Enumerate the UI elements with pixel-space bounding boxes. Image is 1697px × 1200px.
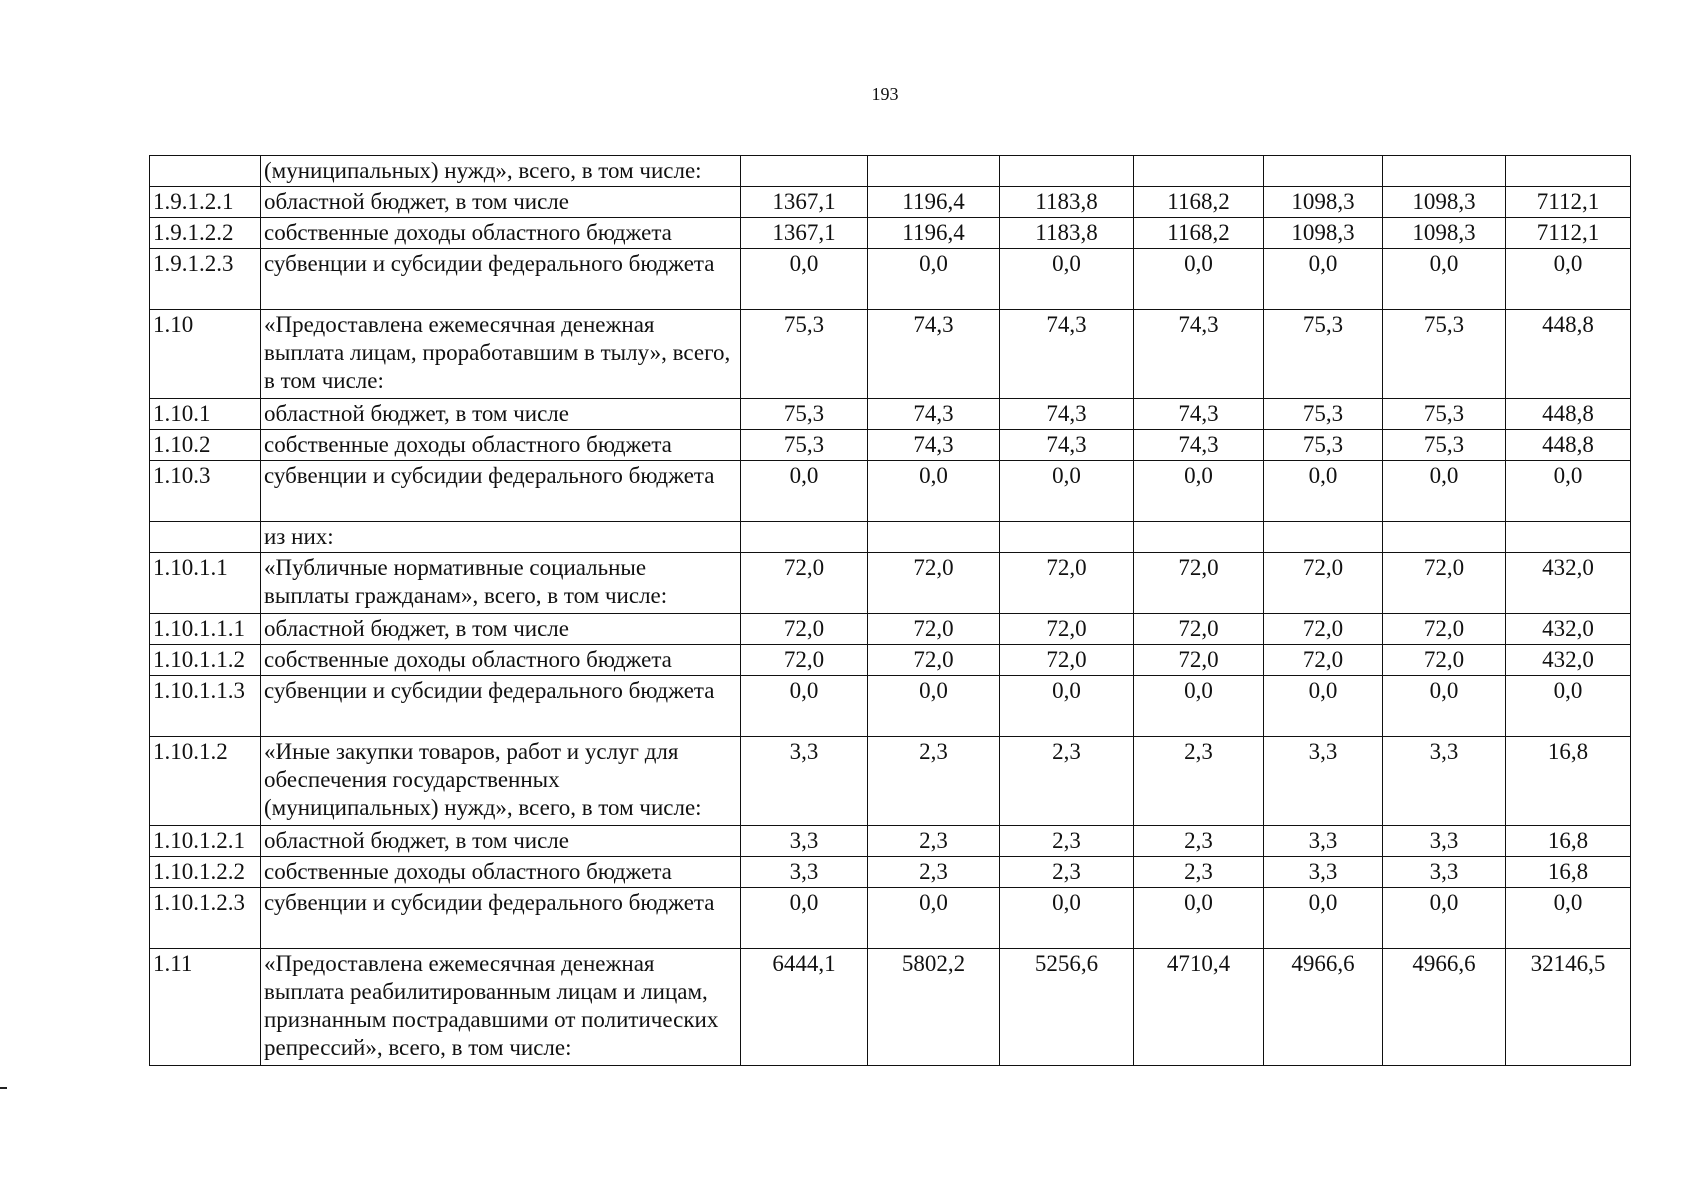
- edge-mark: [0, 1087, 7, 1089]
- value-cell: 2,3: [1000, 826, 1134, 857]
- table-row: [150, 156, 1631, 187]
- value-cell: 3,3: [741, 826, 868, 857]
- table-row: [150, 310, 1631, 399]
- value-cell: [1134, 522, 1264, 553]
- value-cell: 75,3: [741, 399, 868, 430]
- row-name: из них:: [261, 522, 741, 553]
- value-cell: 75,3: [1264, 310, 1383, 399]
- value-cell: 0,0: [741, 249, 868, 310]
- row-name: собственные доходы областного бюджета: [261, 857, 741, 888]
- value-cell: 448,8: [1506, 310, 1631, 399]
- value-cell: 432,0: [1506, 553, 1631, 614]
- value-cell: [1134, 156, 1264, 187]
- value-cell: 0,0: [1506, 249, 1631, 310]
- value-cell: 0,0: [1506, 888, 1631, 949]
- value-cell: 72,0: [1383, 553, 1506, 614]
- value-cell: 75,3: [1383, 430, 1506, 461]
- value-cell: 74,3: [1000, 430, 1134, 461]
- table-row: [150, 614, 1631, 645]
- value-cell: 2,3: [868, 737, 1000, 826]
- value-cell: 0,0: [741, 888, 868, 949]
- row-name: субвенции и субсидии федерального бюджета: [261, 676, 741, 737]
- value-cell: 74,3: [1134, 310, 1264, 399]
- row-code: 1.10.1.2.2: [150, 857, 261, 888]
- row-name: «Иные закупки товаров, работ и услуг для обеспечения государственных (муниципальных) нужд», всего, в том числе:: [261, 737, 741, 826]
- value-cell: 1098,3: [1383, 187, 1506, 218]
- value-cell: 4966,6: [1264, 949, 1383, 1066]
- value-cell: 72,0: [868, 553, 1000, 614]
- value-cell: 0,0: [1383, 888, 1506, 949]
- row-code: 1.10.2: [150, 430, 261, 461]
- value-cell: [1506, 522, 1631, 553]
- value-cell: 75,3: [1383, 310, 1506, 399]
- value-cell: 16,8: [1506, 737, 1631, 826]
- value-cell: 74,3: [1134, 399, 1264, 430]
- value-cell: 74,3: [1000, 399, 1134, 430]
- row-code: 1.10.1: [150, 399, 261, 430]
- table-row: [150, 676, 1631, 737]
- value-cell: 72,0: [1000, 645, 1134, 676]
- value-cell: 0,0: [1264, 461, 1383, 522]
- row-code: 1.9.1.2.3: [150, 249, 261, 310]
- value-cell: 72,0: [868, 614, 1000, 645]
- value-cell: 72,0: [1134, 645, 1264, 676]
- table-row: [150, 645, 1631, 676]
- value-cell: 3,3: [1264, 737, 1383, 826]
- row-name: собственные доходы областного бюджета: [261, 430, 741, 461]
- value-cell: 74,3: [868, 399, 1000, 430]
- table-row: [150, 737, 1631, 826]
- row-name: областной бюджет, в том числе: [261, 187, 741, 218]
- value-cell: 1196,4: [868, 187, 1000, 218]
- value-cell: 5802,2: [868, 949, 1000, 1066]
- value-cell: [1264, 156, 1383, 187]
- table-row: [150, 949, 1631, 1066]
- row-code: 1.10.1.1.3: [150, 676, 261, 737]
- value-cell: 5256,6: [1000, 949, 1134, 1066]
- row-name: «Предоставлена ежемесячная денежная выплата реабилитированным лицам и лицам, признанным пострадавшими от политических репрессий», всего, в том числе:: [261, 949, 741, 1066]
- table-row: [150, 249, 1631, 310]
- value-cell: 7112,1: [1506, 218, 1631, 249]
- value-cell: [741, 156, 868, 187]
- row-name: областной бюджет, в том числе: [261, 826, 741, 857]
- value-cell: 3,3: [1383, 857, 1506, 888]
- row-name: «Публичные нормативные социальные выплаты гражданам», всего, в том числе:: [261, 553, 741, 614]
- value-cell: 0,0: [1000, 888, 1134, 949]
- value-cell: 6444,1: [741, 949, 868, 1066]
- value-cell: 3,3: [1264, 826, 1383, 857]
- value-cell: 2,3: [1134, 737, 1264, 826]
- value-cell: 72,0: [1383, 614, 1506, 645]
- value-cell: 0,0: [1000, 249, 1134, 310]
- value-cell: 74,3: [1134, 430, 1264, 461]
- value-cell: 448,8: [1506, 430, 1631, 461]
- value-cell: [868, 156, 1000, 187]
- value-cell: 72,0: [868, 645, 1000, 676]
- row-code: 1.10.3: [150, 461, 261, 522]
- value-cell: 0,0: [1000, 676, 1134, 737]
- value-cell: [1383, 522, 1506, 553]
- value-cell: 0,0: [741, 461, 868, 522]
- value-cell: 72,0: [1000, 553, 1134, 614]
- value-cell: 74,3: [868, 430, 1000, 461]
- row-name: областной бюджет, в том числе: [261, 399, 741, 430]
- row-code: [150, 156, 261, 187]
- value-cell: 0,0: [1264, 676, 1383, 737]
- table-row: [150, 218, 1631, 249]
- value-cell: [1506, 156, 1631, 187]
- value-cell: 0,0: [1506, 676, 1631, 737]
- table-row: [150, 888, 1631, 949]
- row-code: 1.10.1.1.2: [150, 645, 261, 676]
- value-cell: 1367,1: [741, 187, 868, 218]
- value-cell: 2,3: [1134, 826, 1264, 857]
- value-cell: 75,3: [1264, 430, 1383, 461]
- table-row: [150, 553, 1631, 614]
- value-cell: 0,0: [868, 888, 1000, 949]
- value-cell: 1183,8: [1000, 218, 1134, 249]
- value-cell: 72,0: [741, 614, 868, 645]
- value-cell: [1383, 156, 1506, 187]
- table-body: [150, 156, 1631, 1066]
- value-cell: 72,0: [1264, 553, 1383, 614]
- table-row: [150, 430, 1631, 461]
- value-cell: 1098,3: [1383, 218, 1506, 249]
- table-row: [150, 461, 1631, 522]
- value-cell: 3,3: [741, 737, 868, 826]
- row-code: 1.11: [150, 949, 261, 1066]
- value-cell: 72,0: [741, 553, 868, 614]
- value-cell: 0,0: [1134, 461, 1264, 522]
- value-cell: 0,0: [1134, 888, 1264, 949]
- value-cell: 1168,2: [1134, 187, 1264, 218]
- value-cell: 2,3: [1000, 857, 1134, 888]
- row-code: 1.10.1.1: [150, 553, 261, 614]
- value-cell: 72,0: [741, 645, 868, 676]
- row-code: 1.10.1.1.1: [150, 614, 261, 645]
- value-cell: 2,3: [1000, 737, 1134, 826]
- value-cell: 0,0: [1134, 249, 1264, 310]
- value-cell: 0,0: [1264, 249, 1383, 310]
- row-name: (муниципальных) нужд», всего, в том числе:: [261, 156, 741, 187]
- value-cell: 75,3: [1383, 399, 1506, 430]
- table-row: [150, 187, 1631, 218]
- value-cell: 0,0: [1383, 461, 1506, 522]
- value-cell: 1367,1: [741, 218, 868, 249]
- value-cell: 0,0: [1000, 461, 1134, 522]
- row-code: 1.10.1.2.1: [150, 826, 261, 857]
- value-cell: 432,0: [1506, 645, 1631, 676]
- value-cell: [1000, 522, 1134, 553]
- value-cell: 0,0: [868, 249, 1000, 310]
- value-cell: 2,3: [1134, 857, 1264, 888]
- value-cell: 4710,4: [1134, 949, 1264, 1066]
- budget-table: [149, 155, 1631, 1066]
- value-cell: 432,0: [1506, 614, 1631, 645]
- value-cell: 0,0: [1506, 461, 1631, 522]
- value-cell: 3,3: [741, 857, 868, 888]
- row-name: субвенции и субсидии федерального бюджета: [261, 249, 741, 310]
- value-cell: 1098,3: [1264, 218, 1383, 249]
- value-cell: 75,3: [1264, 399, 1383, 430]
- table-row: [150, 857, 1631, 888]
- row-name: областной бюджет, в том числе: [261, 614, 741, 645]
- value-cell: 72,0: [1264, 645, 1383, 676]
- value-cell: 7112,1: [1506, 187, 1631, 218]
- value-cell: 1098,3: [1264, 187, 1383, 218]
- value-cell: [1264, 522, 1383, 553]
- row-name: собственные доходы областного бюджета: [261, 645, 741, 676]
- row-code: 1.10.1.2: [150, 737, 261, 826]
- value-cell: 74,3: [1000, 310, 1134, 399]
- value-cell: 0,0: [1134, 676, 1264, 737]
- value-cell: 3,3: [1264, 857, 1383, 888]
- value-cell: 3,3: [1383, 737, 1506, 826]
- value-cell: 16,8: [1506, 857, 1631, 888]
- table-row: [150, 826, 1631, 857]
- value-cell: 72,0: [1134, 553, 1264, 614]
- value-cell: 2,3: [868, 826, 1000, 857]
- row-code: 1.9.1.2.1: [150, 187, 261, 218]
- row-name: собственные доходы областного бюджета: [261, 218, 741, 249]
- value-cell: 1196,4: [868, 218, 1000, 249]
- table-row: [150, 399, 1631, 430]
- value-cell: 75,3: [741, 310, 868, 399]
- table-row: [150, 522, 1631, 553]
- row-name: субвенции и субсидии федерального бюджета: [261, 461, 741, 522]
- row-name: субвенции и субсидии федерального бюджета: [261, 888, 741, 949]
- value-cell: 72,0: [1134, 614, 1264, 645]
- value-cell: 448,8: [1506, 399, 1631, 430]
- value-cell: 2,3: [868, 857, 1000, 888]
- value-cell: 3,3: [1383, 826, 1506, 857]
- page-number: 193: [871, 84, 899, 104]
- value-cell: 1168,2: [1134, 218, 1264, 249]
- value-cell: 75,3: [741, 430, 868, 461]
- value-cell: 0,0: [1383, 249, 1506, 310]
- value-cell: 32146,5: [1506, 949, 1631, 1066]
- value-cell: [1000, 156, 1134, 187]
- value-cell: 72,0: [1264, 614, 1383, 645]
- row-code: 1.10: [150, 310, 261, 399]
- value-cell: 0,0: [868, 461, 1000, 522]
- value-cell: 16,8: [1506, 826, 1631, 857]
- row-code: [150, 522, 261, 553]
- value-cell: 0,0: [741, 676, 868, 737]
- value-cell: 1183,8: [1000, 187, 1134, 218]
- value-cell: 0,0: [868, 676, 1000, 737]
- row-code: 1.10.1.2.3: [150, 888, 261, 949]
- value-cell: 74,3: [868, 310, 1000, 399]
- value-cell: 0,0: [1264, 888, 1383, 949]
- value-cell: [868, 522, 1000, 553]
- value-cell: [741, 522, 868, 553]
- value-cell: 4966,6: [1383, 949, 1506, 1066]
- row-name: «Предоставлена ежемесячная денежная выплата лицам, проработавшим в тылу», всего, в том числе:: [261, 310, 741, 399]
- row-code: 1.9.1.2.2: [150, 218, 261, 249]
- value-cell: 72,0: [1383, 645, 1506, 676]
- value-cell: 72,0: [1000, 614, 1134, 645]
- value-cell: 0,0: [1383, 676, 1506, 737]
